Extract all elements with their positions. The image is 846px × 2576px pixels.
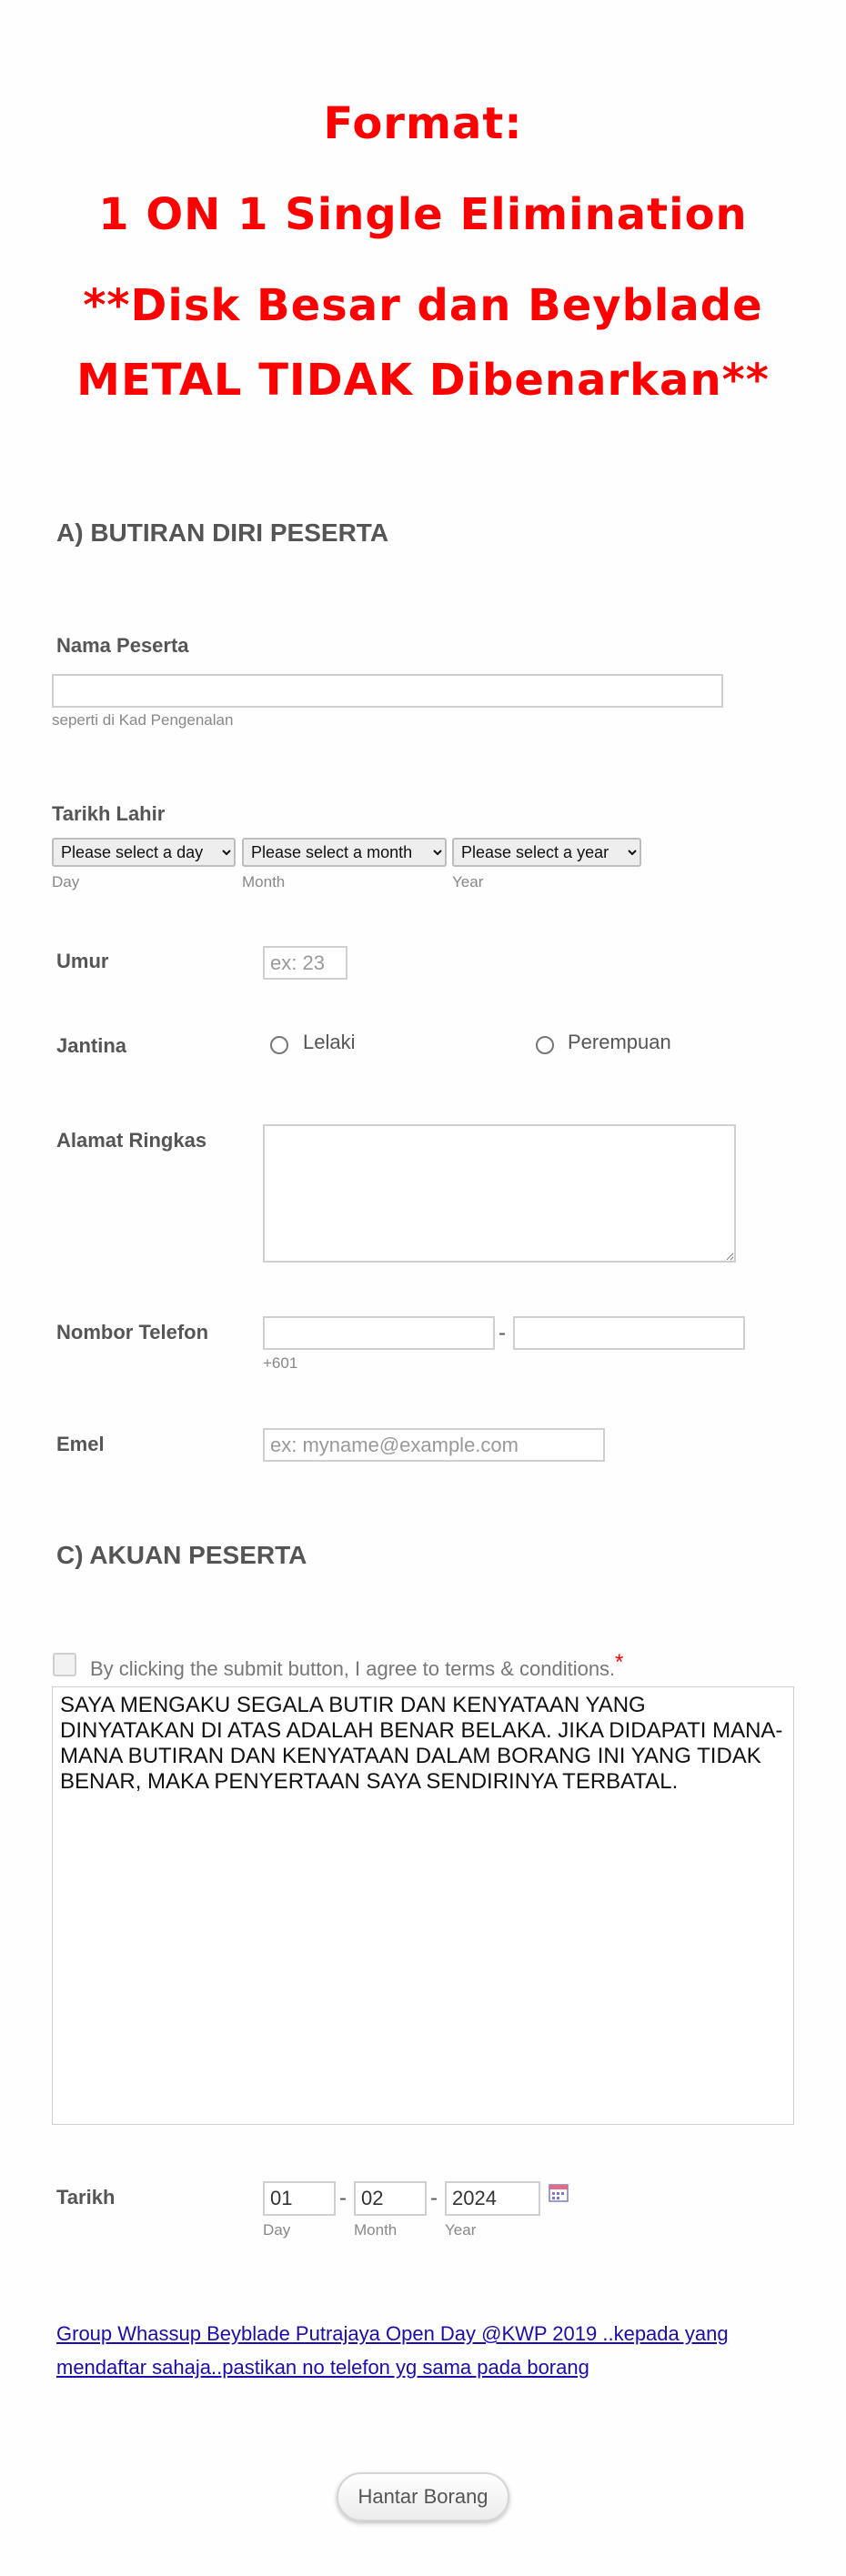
birth-month-sublabel: Month xyxy=(242,873,286,891)
telefon-label: Nombor Telefon xyxy=(56,1321,209,1343)
terms-checkbox[interactable] xyxy=(53,1653,76,1676)
nama-peserta-sublabel: seperti di Kad Pengenalan xyxy=(52,711,234,729)
emel-label: Emel xyxy=(56,1433,105,1455)
tarikh-year-input[interactable] xyxy=(445,2181,540,2216)
banner-line-4: METAL TIDAK Dibenarkan** xyxy=(76,355,770,406)
umur-input[interactable] xyxy=(263,946,347,980)
telefon-sublabel: +601 xyxy=(263,1354,298,1372)
alamat-textarea[interactable] xyxy=(263,1124,736,1263)
radio-lelaki-label[interactable]: Lelaki xyxy=(303,1031,356,1053)
radio-perempuan[interactable] xyxy=(536,1036,554,1054)
required-asterisk: * xyxy=(615,1650,624,1675)
birth-month-select[interactable] xyxy=(242,838,447,867)
submit-button[interactable]: Hantar Borang xyxy=(337,2472,509,2521)
radio-lelaki[interactable] xyxy=(270,1036,288,1054)
umur-label: Umur xyxy=(56,950,109,972)
calendar-icon[interactable] xyxy=(549,2182,569,2207)
tarikh-label: Tarikh xyxy=(56,2186,116,2209)
birth-day-sublabel: Day xyxy=(52,873,80,891)
jantina-label: Jantina xyxy=(56,1034,127,1057)
radio-perempuan-label[interactable]: Perempuan xyxy=(568,1031,671,1053)
tarikh-day-input[interactable] xyxy=(263,2181,336,2216)
whatsapp-group-link[interactable]: Group Whassup Beyblade Putrajaya Open Day @KWP 2019 ..kepada yang mendaftar sahaja..pastikan no telefon yg sama pada borang xyxy=(56,2322,729,2379)
tarikh-month-input[interactable] xyxy=(354,2181,427,2216)
tarikh-day-sublabel: Day xyxy=(263,2221,291,2239)
tarikh-separator-1: - xyxy=(339,2186,347,2210)
nama-peserta-label: Nama Peserta xyxy=(56,634,189,657)
telefon-area-input[interactable] xyxy=(263,1316,495,1350)
birth-day-select[interactable] xyxy=(52,838,236,867)
tarikh-lahir-label: Tarikh Lahir xyxy=(52,802,166,825)
tarikh-month-sublabel: Month xyxy=(354,2221,398,2239)
telefon-number-input[interactable] xyxy=(513,1316,745,1350)
tarikh-separator-2: - xyxy=(430,2186,438,2210)
birth-year-select[interactable] xyxy=(452,838,641,867)
banner-line-3: **Disk Besar dan Beyblade xyxy=(83,280,763,331)
banner-line-2: 1 ON 1 Single Elimination xyxy=(98,189,748,240)
section-a-title: A) BUTIRAN DIRI PESERTA xyxy=(56,518,389,547)
terms-label[interactable]: By clicking the submit button, I agree to terms & conditions. xyxy=(90,1657,616,1680)
banner-line-1: Format: xyxy=(323,98,523,149)
nama-peserta-input[interactable] xyxy=(52,674,723,708)
birth-year-sublabel: Year xyxy=(452,873,484,891)
alamat-label: Alamat Ringkas xyxy=(56,1129,207,1152)
emel-input[interactable] xyxy=(263,1428,605,1462)
telefon-separator: - xyxy=(499,1321,506,1345)
section-c-title: C) AKUAN PESERTA xyxy=(56,1541,307,1569)
tarikh-year-sublabel: Year xyxy=(445,2221,477,2239)
terms-text-box: SAYA MENGAKU SEGALA BUTIR DAN KENYATAAN YANG DINYATAKAN DI ATAS ADALAH BENAR BELAKA. JIKA DIDAPATI MANA-MANA BUTIRAN DAN KENYATAAN DALAM BORANG INI YANG TIDAK BENAR, MAKA PENYERTAAN SAYA SENDIRINYA TERBATAL. xyxy=(52,1686,794,2125)
